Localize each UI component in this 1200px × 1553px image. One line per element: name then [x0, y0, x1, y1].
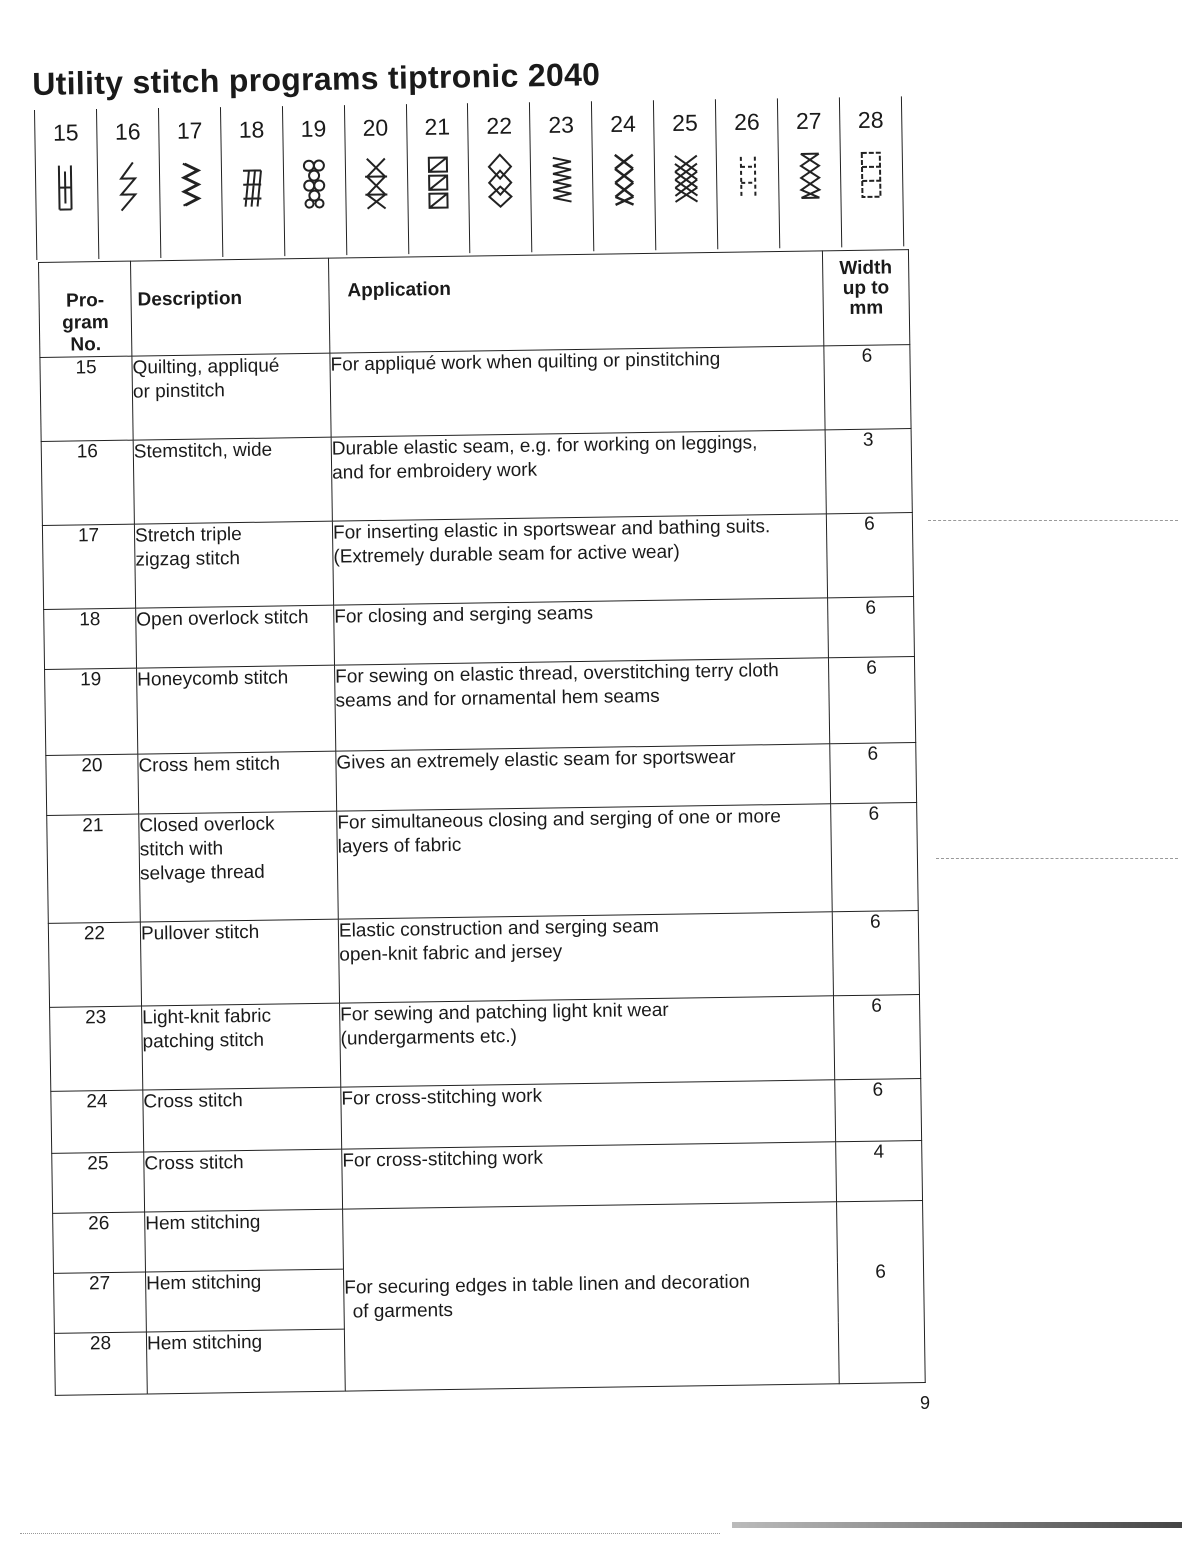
- width-value: 6: [831, 803, 919, 912]
- width-value: 4: [836, 1140, 923, 1201]
- open-overlock-icon: [237, 154, 268, 214]
- width-value: 6: [835, 1078, 922, 1141]
- description-cell: [137, 665, 336, 754]
- application-line: For simultaneous closing and serging of one or more: [337, 806, 782, 834]
- application-line: layers of fabric: [337, 834, 462, 858]
- description-line: Quilting, appliqué: [132, 355, 280, 379]
- program-number: 26: [53, 1212, 146, 1273]
- stitch-number: 27: [795, 107, 822, 135]
- scan-artifact-line: [936, 858, 1178, 859]
- stitch-column-28: [839, 96, 904, 247]
- application-line: of garments: [352, 1299, 454, 1322]
- stitch-number: 24: [610, 110, 637, 137]
- stitch-number: 23: [548, 111, 575, 138]
- description-line: Cross stitch: [144, 1152, 244, 1175]
- application-line: For sewing on elastic thread, overstitching terry cloth: [335, 660, 779, 688]
- table-header-row: [39, 250, 910, 358]
- description-line: patching stitch: [142, 1029, 265, 1053]
- stitch-number: 22: [486, 112, 513, 139]
- cross-stitch-dense-icon: [670, 148, 701, 208]
- stitch-column-15: [34, 109, 98, 260]
- description-cell: [144, 1149, 343, 1212]
- application-cell: [336, 744, 831, 811]
- page-number: 9: [920, 1393, 931, 1413]
- stitch-column-16: [96, 108, 160, 259]
- application-line: For closing and serging seams: [334, 602, 594, 628]
- program-number: 25: [52, 1152, 145, 1213]
- width-value: 6: [833, 995, 920, 1080]
- application-line: For appliqué work when quilting or pinstitching: [330, 348, 721, 376]
- width-value-hem-group: 6: [837, 1200, 926, 1383]
- application-line: seams and for ornamental hem seams: [335, 685, 660, 712]
- width-value: 6: [824, 345, 911, 430]
- cross-hem-icon: [361, 152, 392, 212]
- stitch-number: 28: [857, 106, 884, 134]
- program-number: 17: [42, 524, 135, 609]
- description-line: Hem stitching: [145, 1211, 261, 1235]
- triple-zigzag-icon: [175, 155, 206, 215]
- closed-overlock-icon: [423, 151, 454, 211]
- description-line: Stretch triple: [134, 524, 242, 547]
- table-row: [48, 911, 919, 1008]
- program-number: 24: [51, 1090, 144, 1153]
- header-line: gram: [62, 311, 109, 334]
- header-line: mm: [849, 297, 884, 319]
- program-number: 21: [47, 814, 141, 923]
- stitch-column-24: [591, 100, 655, 251]
- description-line: Closed overlock: [139, 813, 275, 837]
- stitch-column-26: [715, 98, 779, 249]
- application-line: For inserting elastic in sportswear and bathing suits.: [332, 516, 771, 544]
- application-cell: [337, 804, 833, 919]
- description-line: Cross hem stitch: [138, 753, 281, 777]
- description-line: Hem stitching: [146, 1271, 262, 1295]
- application-cell: [330, 346, 825, 437]
- application-cell: [331, 430, 826, 521]
- table-row: [45, 657, 916, 756]
- program-number: 28: [54, 1332, 147, 1395]
- description-cell: [143, 1087, 342, 1152]
- description-cell: [138, 751, 337, 814]
- scan-artifact-line: [928, 520, 1178, 521]
- description-line: selvage thread: [139, 861, 265, 885]
- description-cell: [133, 437, 332, 524]
- description-cell: [145, 1269, 344, 1332]
- header-line: Pro-: [65, 290, 105, 312]
- application-line: Durable elastic seam, e.g. for working on leggings,: [331, 432, 758, 460]
- application-line: and for embroidery work: [332, 459, 538, 484]
- description-line: Stemstitch, wide: [133, 439, 273, 463]
- width-value: 6: [828, 657, 915, 744]
- description-line: stitch with: [139, 838, 224, 861]
- table-row: [40, 345, 911, 442]
- application-cell: [341, 1080, 836, 1149]
- application-line: open-knit fabric and jersey: [339, 941, 563, 966]
- stitch-number: 17: [176, 117, 203, 144]
- program-number: 16: [41, 440, 134, 525]
- description-line: Cross stitch: [143, 1090, 243, 1113]
- program-number: 27: [54, 1272, 147, 1333]
- program-number: 22: [48, 922, 141, 1007]
- header-line: Width: [839, 257, 893, 280]
- description-cell: [146, 1329, 345, 1394]
- stitch-column-18: [220, 106, 284, 257]
- stemstitch-icon: [113, 156, 144, 216]
- description-line: Open overlock stitch: [136, 607, 309, 631]
- description-line: or pinstitch: [132, 380, 225, 403]
- program-number: 23: [50, 1006, 143, 1091]
- program-number: 18: [44, 608, 137, 669]
- application-line: Gives an extremely elastic seam for sportswear: [336, 746, 736, 774]
- application-line: For securing edges in table linen and decoration: [344, 1271, 750, 1299]
- table-row: [50, 995, 921, 1092]
- header-program-no: [39, 261, 132, 357]
- header-description: Description: [130, 258, 329, 356]
- description-cell: [145, 1209, 344, 1272]
- description-cell: [134, 521, 333, 608]
- width-value: 3: [825, 429, 912, 514]
- stitch-column-20: [344, 104, 408, 255]
- application-cell: [335, 658, 830, 751]
- application-cell: [342, 1142, 837, 1209]
- table-row: [47, 803, 919, 924]
- application-line: For cross-stitching work: [342, 1147, 544, 1172]
- application-line: For sewing and patching light knit wear: [340, 999, 669, 1026]
- application-line: Elastic construction and serging seam: [338, 915, 660, 942]
- quilting-stitch-icon: [51, 157, 82, 217]
- application-cell: [332, 514, 827, 605]
- program-number: 20: [46, 754, 139, 815]
- program-table: [38, 249, 926, 1396]
- stitch-column-23: [529, 101, 593, 252]
- stitch-number: 16: [114, 118, 141, 145]
- stitch-number: 21: [424, 113, 451, 140]
- stitch-number: 15: [52, 119, 79, 146]
- stitch-number: 18: [238, 116, 265, 143]
- description-line: zigzag stitch: [135, 548, 241, 571]
- stitch-column-21: [405, 103, 469, 254]
- description-cell: [142, 1003, 341, 1090]
- description-cell: [136, 605, 335, 668]
- table-row: [53, 1200, 924, 1273]
- program-number: 15: [40, 356, 133, 441]
- application-cell: [334, 598, 829, 665]
- description-cell: [139, 811, 339, 922]
- table-row: [41, 429, 912, 526]
- stitch-column-27: [777, 97, 841, 248]
- hem-stitching-b-icon: [794, 146, 825, 206]
- pullover-icon: [485, 150, 516, 210]
- application-cell: [338, 912, 833, 1003]
- scan-artifact-line: [20, 1533, 720, 1534]
- application-line: (Extremely durable seam for active wear): [333, 541, 680, 568]
- description-line: Honeycomb stitch: [137, 667, 289, 691]
- light-knit-icon: [547, 149, 578, 209]
- header-line: No.: [70, 334, 102, 356]
- description-cell: [132, 353, 331, 440]
- description-cell: [140, 919, 339, 1006]
- application-line: For cross-stitching work: [341, 1085, 543, 1110]
- stitch-symbol-strip: [34, 96, 904, 260]
- description-line: Pullover stitch: [140, 921, 260, 945]
- cross-stitch-icon: [608, 149, 639, 209]
- application-line: (undergarments etc.): [340, 1025, 518, 1050]
- width-value: 6: [826, 513, 913, 598]
- hem-stitching-a-icon: [732, 147, 763, 207]
- width-value: 6: [832, 911, 919, 996]
- stitch-column-19: [282, 105, 346, 256]
- application-cell-hem-group: [343, 1202, 840, 1391]
- scan-edge-bar: [732, 1522, 1182, 1528]
- application-cell: [340, 996, 835, 1087]
- stitch-number: 20: [362, 114, 389, 141]
- stitch-number: 19: [300, 115, 327, 142]
- stitch-number: 26: [733, 108, 760, 136]
- header-line: up to: [842, 277, 890, 300]
- description-line: Hem stitching: [146, 1331, 263, 1355]
- hem-stitching-c-icon: [856, 145, 887, 205]
- page-title: Utility stitch programs tiptronic 2040: [32, 56, 601, 102]
- stitch-column-17: [158, 107, 222, 258]
- table-row: [42, 513, 913, 610]
- program-table-wrapper: [38, 249, 925, 1396]
- honeycomb-icon: [299, 153, 330, 213]
- header-application: Application: [328, 251, 823, 353]
- description-line: Light-knit fabric: [142, 1005, 272, 1029]
- width-value: 6: [828, 597, 915, 658]
- stitch-column-25: [653, 99, 717, 250]
- stitch-column-22: [467, 102, 531, 253]
- stitch-number: 25: [671, 109, 698, 136]
- width-value: 6: [830, 743, 917, 804]
- header-width: [822, 250, 909, 346]
- program-number: 19: [45, 668, 138, 755]
